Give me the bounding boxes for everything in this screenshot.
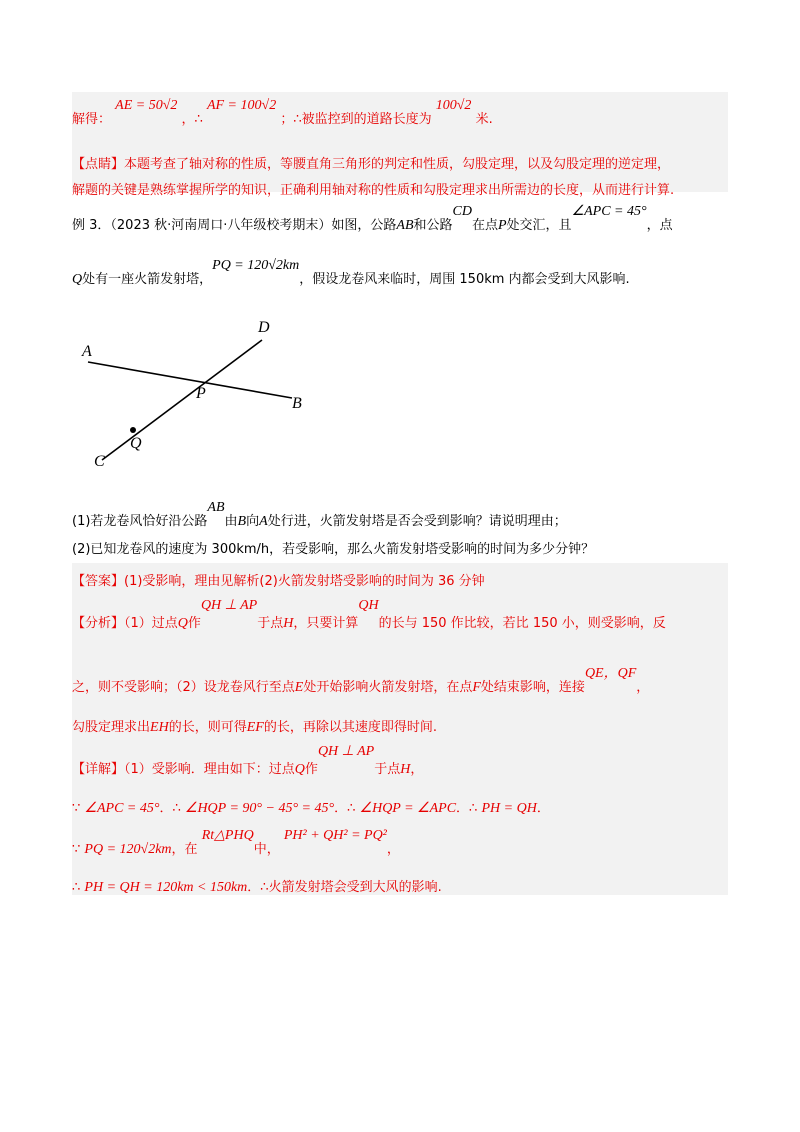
example-line-1: 例 3．（2023 秋·河南周口·八年级校考期末）如图，公路AB和公路CD在点P处交汇，且∠APC = 45°，点 <box>72 204 673 233</box>
analysis-line-2: 之，则不受影响；（2）设龙卷风行至点E处开始影响火箭发射塔，在点F处结束影响，连接QE，QF， <box>72 666 650 695</box>
analysis-label: 【分析】 <box>72 616 125 631</box>
road-cd <box>102 340 262 460</box>
detail-line-4: ∴ PH = QH = 120km < 150km．∴火箭发射塔会受到大风的影响. <box>72 880 442 895</box>
label-d: D <box>258 319 270 336</box>
analysis-line-1: 【分析】（1）过点Q作QH ⊥ AP于点H，只要计算QH的长与 150 作比较，若比 150 小，则受影响，反 <box>72 598 666 631</box>
label-p: P <box>196 385 206 402</box>
example-line-2: Q处有一座火箭发射塔，PQ = 120√2km，假设龙卷风来临时，周围 150km 内都会受到大风影响. <box>72 258 630 287</box>
question-1: (1)若龙卷风恰好沿公路AB由B向A处行进，火箭发射塔是否会受到影响？请说明理由； <box>72 500 567 529</box>
detail-line-1: 【详解】（1）受影响．理由如下：过点Q作QH ⊥ AP于点H， <box>72 744 424 777</box>
eq-ae: AE = 50√2 <box>115 98 178 113</box>
detail-label: 【详解】 <box>72 762 125 777</box>
detail-line-3: ∵ PQ = 120√2km，在 Rt△PHQ中， PH² + QH² = PQ²， <box>72 828 400 857</box>
question-2: (2)已知龙卷风的速度为 300km/h，若受影响，那么火箭发射塔受影响的时间为多少分钟？ <box>72 542 595 557</box>
comment-label: 【点睛】 <box>72 157 125 172</box>
solution-line: 解得： AE = 50√2 ，∴ AF = 100√2 ；∴被监控到的道路长度为 100√2 米. <box>72 98 493 127</box>
comment-line-1: 【点睛】本题考查了轴对称的性质，等腰直角三角形的判定和性质，勾股定理，以及勾股定理的逆定理， <box>72 157 671 172</box>
label-a: A <box>82 343 92 360</box>
detail-line-2: ∵ ∠APC = 45°．∴ ∠HQP = 90° − 45° = 45°．∴ ∠HQP = ∠APC．∴ PH = QH． <box>72 801 550 816</box>
label-c: C <box>94 453 105 470</box>
label-q: Q <box>130 435 142 452</box>
answer-label: 【答案】 <box>72 574 125 589</box>
point-q <box>130 427 136 433</box>
road-ab <box>88 362 292 398</box>
answer-line: 【答案】(1)受影响，理由见解析(2)火箭发射塔受影响的时间为 36 分钟 <box>72 574 485 589</box>
eq-af: AF = 100√2 <box>206 98 277 113</box>
analysis-line-3: 勾股定理求出EH的长，则可得EF的长，再除以其速度即得时间. <box>72 720 437 735</box>
comment-line-2: 解题的关键是熟练掌握所学的知识，正确利用轴对称的性质和勾股定理求出所需边的长度，从而进行计算. <box>72 183 675 198</box>
road-length-value: 100√2 <box>435 98 472 113</box>
road-figure <box>80 312 320 472</box>
label-b: B <box>292 395 302 412</box>
